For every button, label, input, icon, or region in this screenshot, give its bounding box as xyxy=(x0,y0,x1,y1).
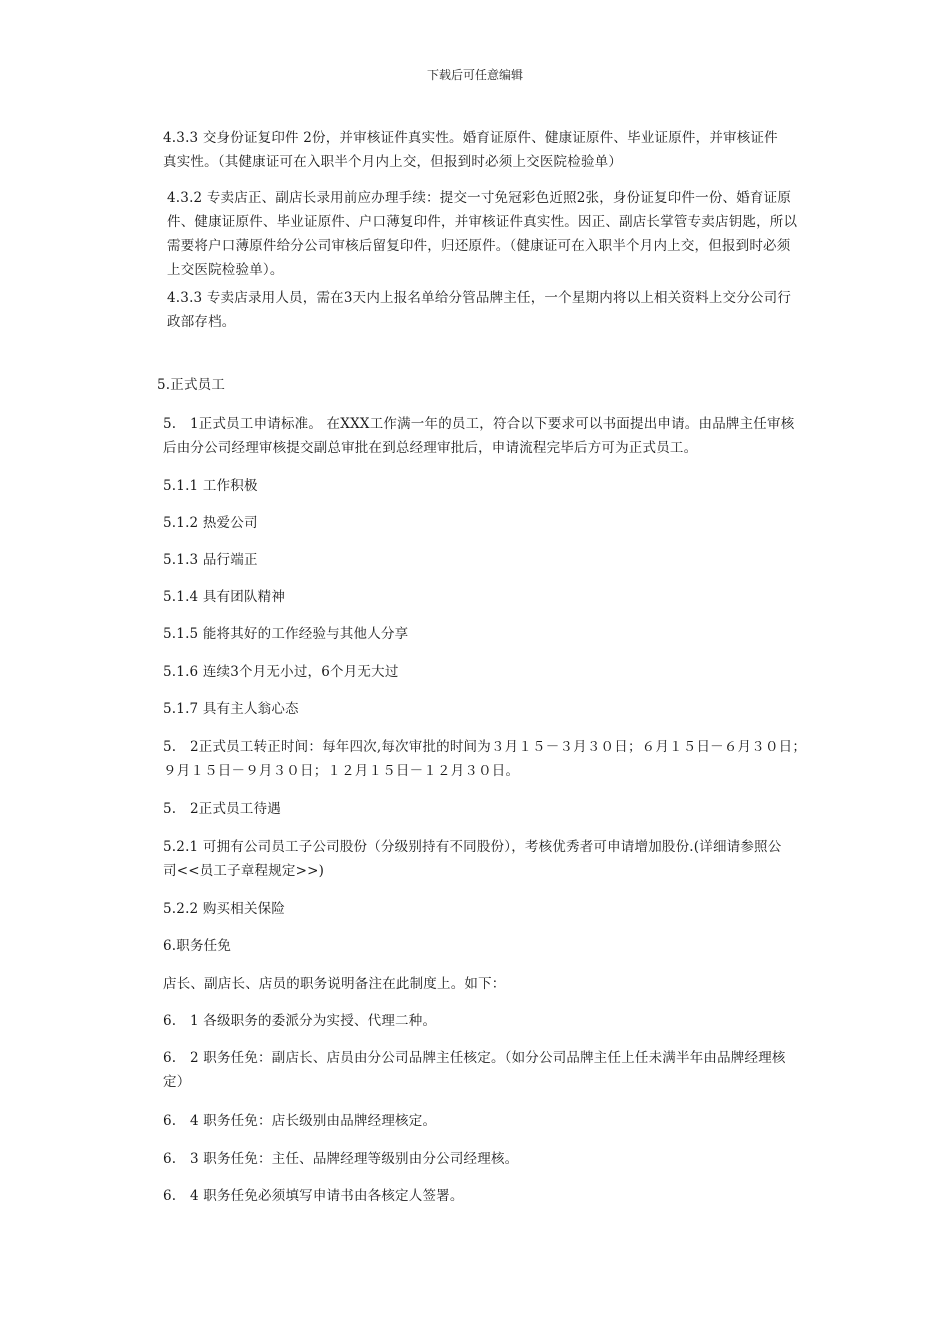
text-line: 真实性。（其健康证可在入职半个月内上交，但报到时必须上交医院检验单） xyxy=(163,154,623,170)
text-line: 4.3.3 交身份证复印件 2份，并审核证件真实性。婚育证原件、健康证原件、毕业证原件，并审核证件 xyxy=(163,130,778,146)
text-line: 5. 1正式员工申请标准。 在XXX工作满一年的员工，符合以下要求可以书面提出申请。由品牌主任审核 xyxy=(163,416,795,432)
section-heading-6: 6.职务任免 xyxy=(163,938,232,954)
text-line: 5. 2正式员工转正时间：每年四次,每次审批的时间为３月１５－３月３０日；６月１５日－６月３０日； xyxy=(163,739,807,755)
paragraph-4-3-3-a xyxy=(163,126,843,174)
paragraph-5-2-benefits: 5. 2正式员工待遇 xyxy=(163,801,281,817)
item-5-2-2: 5.2.2 购买相关保险 xyxy=(163,901,286,917)
paragraph-6-2 xyxy=(163,1046,843,1094)
item-6-3: 6. 3 职务任免：主任、品牌经理等级别由分公司经理核。 xyxy=(163,1151,519,1167)
paragraph-4-3-3-b xyxy=(167,286,847,334)
text-line: 定） xyxy=(163,1074,191,1090)
text-line: 5.2.1 可拥有公司员工子公司股份（分级别持有不同股份），考核优秀者可申请增加股份.(详细请参照公 xyxy=(163,839,782,855)
page-header: 下载后可任意编辑 xyxy=(426,68,523,82)
text-line: 6. 2 职务任免：副店长、店员由分公司品牌主任核定。（如分公司品牌主任上任未满半年由品牌经理核 xyxy=(163,1050,786,1066)
item-5-1-3: 5.1.3 品行端正 xyxy=(163,552,258,568)
paragraph-5-2-time xyxy=(163,735,853,783)
item-5-1-2: 5.1.2 热爱公司 xyxy=(163,515,258,531)
text-line: 后由分公司经理审核提交副总审批在到总经理审批后，申请流程完毕后方可为正式员工。 xyxy=(163,440,698,456)
paragraph-4-3-2 xyxy=(167,186,847,282)
item-5-1-7: 5.1.7 具有主人翁心态 xyxy=(163,701,299,717)
item-6-1: 6. 1 各级职务的委派分为实授、代理二种。 xyxy=(163,1013,437,1029)
text-line: 需要将户口薄原件给分公司审核后留复印件，归还原件。（健康证可在入职半个月内上交，但报到时必须 xyxy=(167,238,791,254)
section-heading-5: 5.正式员工 xyxy=(157,377,226,393)
text-line: 政部存档。 xyxy=(167,314,236,330)
text-line: 司<<员工子章程规定>>) xyxy=(163,863,325,879)
paragraph-6-intro: 店长、副店长、店员的职务说明备注在此制度上。如下： xyxy=(163,976,506,992)
paragraph-5-1 xyxy=(163,412,843,460)
item-6-4-b: 6. 4 职务任免必须填写申请书由各核定人签署。 xyxy=(163,1188,464,1204)
text-line: 4.3.2 专卖店正、副店长录用前应办理手续：提交一寸免冠彩色近照2张，身份证复印件一份、婚育证原 xyxy=(167,190,792,206)
item-5-1-6: 5.1.6 连续3个月无小过，6个月无大过 xyxy=(163,664,399,680)
text-line: 4.3.3 专卖店录用人员，需在3天内上报名单给分管品牌主任，一个星期内将以上相关资料上交分公司行 xyxy=(167,290,792,306)
text-line: 件、健康证原件、毕业证原件、户口薄复印件，并审核证件真实性。因正、副店长掌管专卖店钥匙，所以 xyxy=(167,214,798,230)
item-5-1-4: 5.1.4 具有团队精神 xyxy=(163,589,286,605)
text-line: ９月１５日－９月３０日；１２月１５日－１２月３０日。 xyxy=(163,763,520,779)
item-5-1-1: 5.1.1 工作积极 xyxy=(163,478,258,494)
item-6-4-a: 6. 4 职务任免：店长级别由品牌经理核定。 xyxy=(163,1113,437,1129)
item-5-1-5: 5.1.5 能将其好的工作经验与其他人分享 xyxy=(163,626,409,642)
paragraph-5-2-1 xyxy=(163,835,843,883)
text-line: 上交医院检验单）。 xyxy=(167,262,284,278)
